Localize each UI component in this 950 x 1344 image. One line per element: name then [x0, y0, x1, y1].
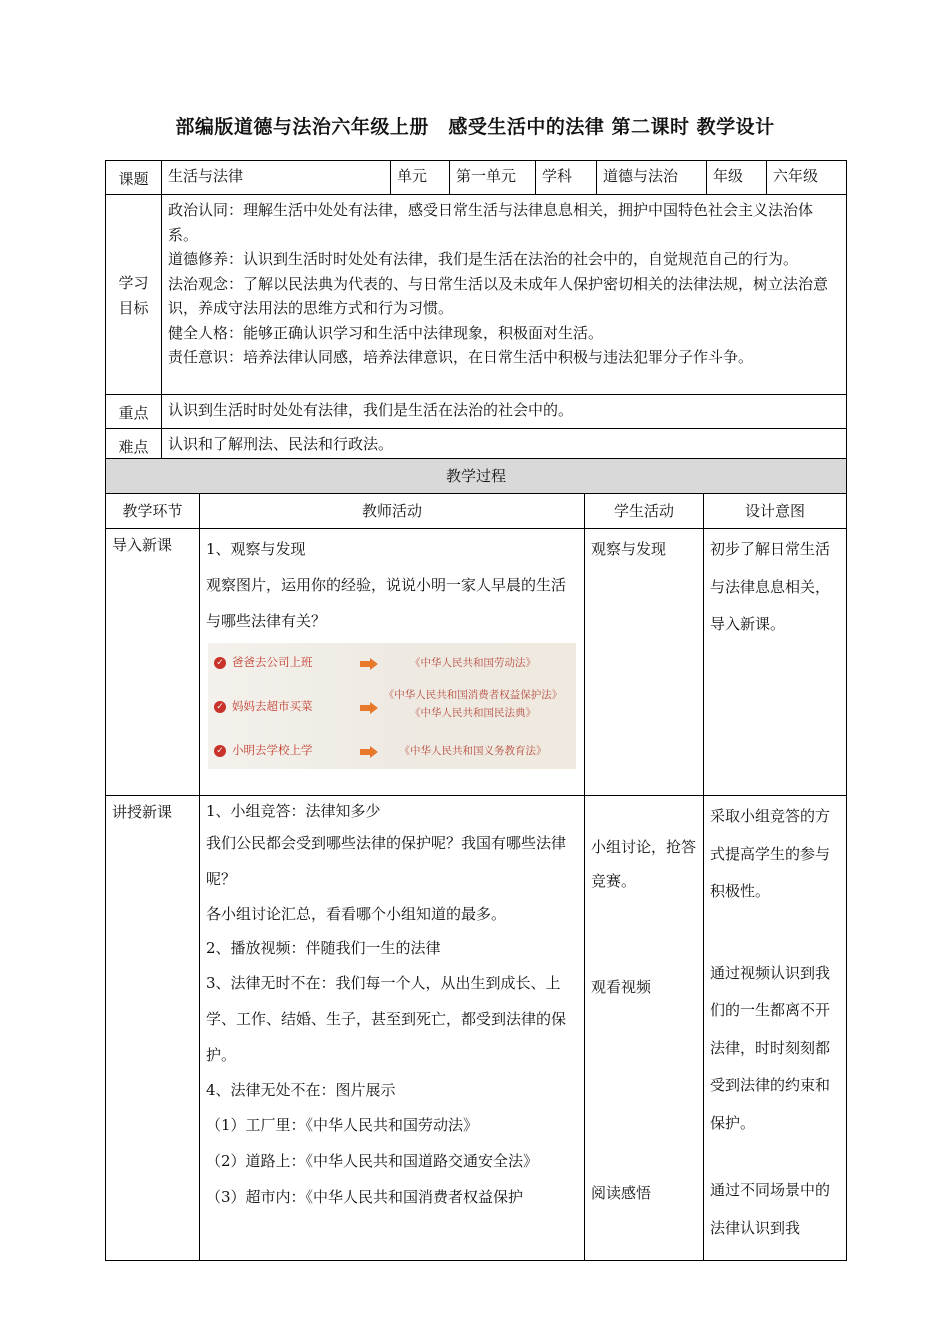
lecture-line: 我们公民都会受到哪些法律的保护呢？我国有哪些法律呢？	[206, 834, 567, 888]
illustration-row	[208, 649, 576, 679]
illustration-row	[208, 689, 576, 723]
header-student: 学生活动	[585, 494, 704, 529]
lecture-design	[704, 796, 847, 1261]
goals-label-line2: 目标	[118, 299, 149, 317]
lecture-line: （1）工厂里：《中华人民共和国劳动法》	[206, 1116, 479, 1134]
key-row	[106, 395, 847, 429]
grade-value: 六年级	[767, 161, 847, 195]
info-row	[106, 161, 847, 195]
illustration-person: 爸爸去公司上班	[232, 655, 313, 669]
illustration-row	[208, 737, 576, 767]
intro-row	[106, 529, 847, 796]
check-icon: ✓	[214, 745, 226, 757]
difficulty-value: 认识和了解刑法、民法和行政法。	[162, 429, 847, 463]
intro-design: 初步了解日常生活与法律息息相关，导入新课。	[704, 529, 847, 796]
design-intent: 采取小组竞答的方式提高学生的参与积极性。	[710, 807, 831, 900]
student-activity: 阅读感悟	[591, 1184, 652, 1202]
goal-item: 健全人格：能够正确认识学习和生活中法律现象，积极面对生活。	[168, 323, 604, 342]
subject-label: 学科	[536, 161, 597, 195]
intro-teacher-text: 观察图片，运用你的经验，说说小明一家人早晨的生活与哪些法律有关？	[206, 576, 567, 630]
grade-label: 年级	[707, 161, 767, 195]
lecture-line: 1、小组竞答：法律知多少	[206, 802, 381, 820]
goal-item: 道德修养：认识到生活时时处处有法律，我们是生活在法治的社会中的，自觉规范自己的行为。	[168, 250, 799, 268]
lecture-line: 各小组讨论汇总，看看哪个小组知道的最多。	[206, 905, 507, 923]
goals-content	[162, 195, 847, 395]
process-table	[105, 458, 847, 1261]
lecture-line: （3）超市内：《中华人民共和国消费者权益保护	[206, 1188, 524, 1206]
topic-value: 生活与法律	[162, 161, 391, 195]
lecture-line: 3、法律无时不在：我们每一个人，从出生到成长、上学、工作、结婚、生子，甚至到死亡，都受到法律的保护。	[206, 974, 567, 1064]
intro-stage: 导入新课	[106, 529, 200, 796]
illustration-law: 《中华人民共和国消费者权益保护法》	[383, 689, 563, 701]
topic-label: 课题	[106, 161, 162, 195]
check-icon: ✓	[214, 701, 226, 713]
lecture-row	[106, 796, 847, 1261]
law-illustration	[208, 643, 576, 769]
lecture-line: 2、播放视频：伴随我们一生的法律	[206, 939, 441, 957]
illustration-person: 小明去学校上学	[232, 743, 313, 757]
difficulty-label: 难点	[106, 429, 162, 463]
header-design: 设计意图	[704, 494, 847, 529]
check-icon: ✓	[214, 657, 226, 669]
intro-student: 观察与发现	[585, 529, 704, 796]
goal-item: 法治观念：了解以民法典为代表的、与日常生活以及未成年人保护密切相关的法律法规，树立法治意识，养成守法用法的思维方式和行为习惯。	[168, 274, 829, 317]
illustration-person: 妈妈去超市买菜	[232, 699, 313, 713]
key-value: 认识到生活时时处处有法律，我们是生活在法治的社会中的。	[162, 395, 847, 429]
header-stage: 教学环节	[106, 494, 200, 529]
process-header-row	[106, 494, 847, 529]
lecture-line: （2）道路上：《中华人民共和国道路交通安全法》	[206, 1152, 539, 1170]
illustration-law: 《中华人民共和国义务教育法》	[399, 745, 547, 757]
goal-item: 政治认同：理解生活中处处有法律，感受日常生活与法律息息相关，拥护中国特色社会主义法治体系。	[168, 201, 814, 244]
unit-label: 单元	[391, 161, 450, 195]
lecture-teacher	[200, 796, 585, 1261]
info-table	[105, 160, 847, 463]
design-intent: 通过视频认识到我们的一生都离不开法律，时时刻刻都受到法律的约束和保护。	[710, 963, 831, 1132]
illustration-law: 《中华人民共和国劳动法》	[410, 657, 536, 669]
goals-label-line1: 学习	[118, 274, 149, 292]
student-activity: 小组讨论，抢答竞赛。	[591, 838, 697, 890]
header-teacher: 教师活动	[200, 494, 585, 529]
lecture-student	[585, 796, 704, 1261]
intro-teacher-heading: 1、观察与发现	[206, 540, 306, 558]
student-activity: 观看视频	[591, 978, 652, 996]
process-banner: 教学过程	[106, 459, 847, 494]
lecture-line: 4、法律无处不在：图片展示	[206, 1081, 396, 1099]
goal-item: 责任意识：培养法律认同感，培养法律意识，在日常生活中积极与违法犯罪分子作斗争。	[168, 348, 754, 366]
subject-value: 道德与法治	[597, 161, 707, 195]
key-label: 重点	[106, 395, 162, 429]
design-intent: 通过不同场景中的法律认识到我	[710, 1181, 831, 1237]
page-title: 部编版道德与法治六年级上册 感受生活中的法律 第二课时 教学设计	[175, 116, 775, 138]
goals-row	[106, 195, 847, 395]
goals-label	[106, 195, 162, 395]
illustration-law: 《中华人民共和国民法典》	[410, 707, 536, 719]
intro-teacher	[200, 529, 585, 796]
unit-value: 第一单元	[450, 161, 536, 195]
lecture-stage: 讲授新课	[106, 796, 200, 1261]
